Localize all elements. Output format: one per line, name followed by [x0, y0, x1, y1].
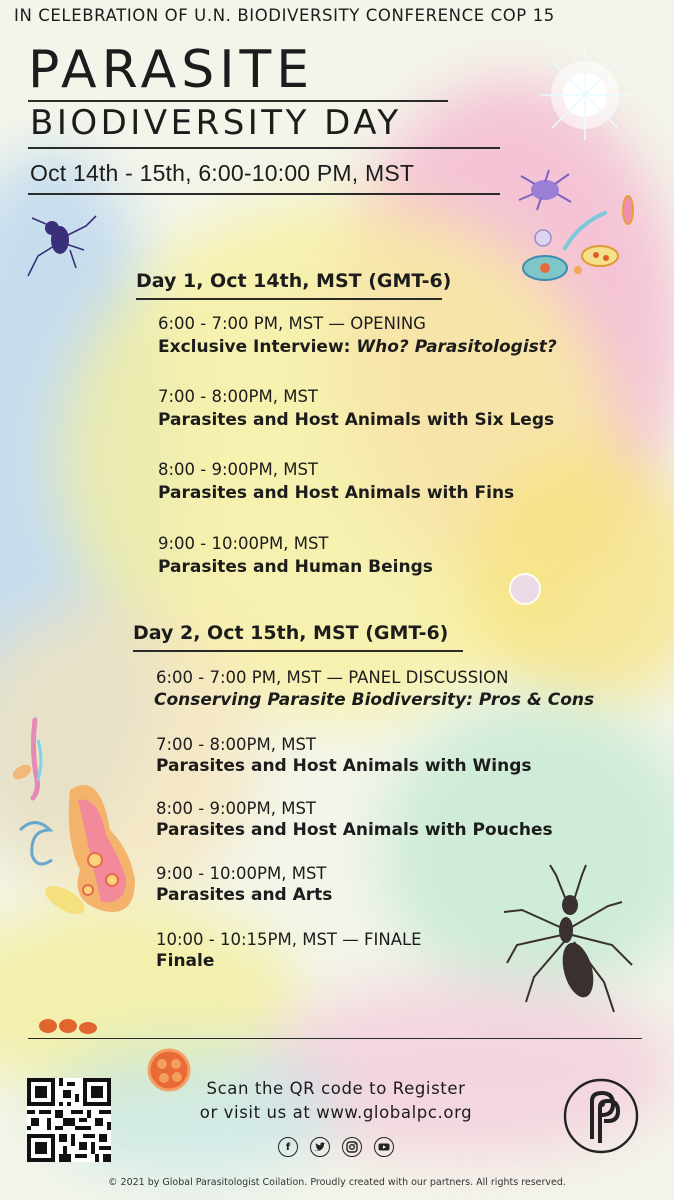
day2-divider — [133, 650, 463, 652]
register-instruction: Scan the QR code to Register — [206, 1079, 466, 1098]
day2-heading: Day 2, Oct 15th, MST (GMT-6) — [133, 622, 449, 644]
day2-session2-time: 7:00 - 8:00PM, MST — [156, 735, 317, 754]
bubble-icon — [510, 574, 540, 604]
day2-session1-time: 6:00 - 7:00 PM, MST — PANEL DISCUSSION — [156, 668, 509, 687]
subtitle-divider — [28, 147, 500, 149]
day1-session1-title: Exclusive Interview: Who? Parasitologist? — [158, 337, 557, 357]
day1-session3-time: 8:00 - 9:00PM, MST — [158, 460, 319, 479]
dates-divider — [28, 193, 500, 195]
copyright-notice: © 2021 by Global Parasitologist Coilation. Proudly created with our partners. All rights reserved. — [108, 1177, 566, 1188]
day2-session3-time: 8:00 - 9:00PM, MST — [156, 799, 317, 818]
glowing-parasite-icon — [540, 50, 630, 140]
registration-qr-code[interactable] — [27, 1078, 111, 1162]
organization-logo — [562, 1077, 640, 1155]
instagram-icon[interactable] — [342, 1137, 362, 1157]
day2-session5-title: Finale — [156, 951, 215, 971]
ant-icon — [504, 865, 632, 1012]
conference-banner: IN CELEBRATION OF U.N. BIODIVERSITY CONFERENCE COP 15 — [14, 6, 555, 25]
fluke-icon — [41, 785, 135, 920]
day1-divider — [136, 298, 442, 300]
page-title: PARASITE — [28, 40, 315, 100]
day1-heading: Day 1, Oct 14th, MST (GMT-6) — [136, 270, 452, 292]
day2-session4-title: Parasites and Arts — [156, 885, 333, 905]
egg-cluster-icon — [39, 1019, 97, 1034]
day2-session3-title: Parasites and Host Animals with Pouches — [156, 820, 553, 840]
twitter-icon[interactable] — [310, 1137, 330, 1157]
day2-session2-title: Parasites and Host Animals with Wings — [156, 756, 532, 776]
insect-icon — [28, 216, 96, 276]
website-link[interactable]: or visit us at www.globalpc.org — [199, 1103, 473, 1122]
footer-divider — [28, 1038, 642, 1039]
day2-session1-title: Conserving Parasite Biodiversity: Pros & Cons — [154, 690, 595, 710]
facebook-icon[interactable]: f — [278, 1137, 298, 1157]
day2-session5-time: 10:00 - 10:15PM, MST — FINALE — [156, 930, 422, 949]
day1-session4-time: 9:00 - 10:00PM, MST — [158, 534, 329, 553]
title-divider — [28, 100, 448, 102]
event-dates: Oct 14th - 15th, 6:00-10:00 PM, MST — [30, 160, 415, 186]
day1-session2-title: Parasites and Host Animals with Six Legs — [158, 410, 555, 430]
page-subtitle: BIODIVERSITY DAY — [30, 103, 402, 143]
youtube-icon[interactable] — [374, 1137, 394, 1157]
worm-icon — [10, 720, 52, 864]
day1-session1-time: 6:00 - 7:00 PM, MST — OPENING — [158, 314, 426, 333]
day2-session4-time: 9:00 - 10:00PM, MST — [156, 864, 327, 883]
day1-session4-title: Parasites and Human Beings — [158, 557, 433, 577]
day1-session3-title: Parasites and Host Animals with Fins — [158, 483, 515, 503]
cell-icon — [149, 1050, 189, 1090]
day1-session2-time: 7:00 - 8:00PM, MST — [158, 387, 319, 406]
mite-icon — [519, 170, 571, 210]
microorganism-cluster-icon — [523, 196, 633, 280]
